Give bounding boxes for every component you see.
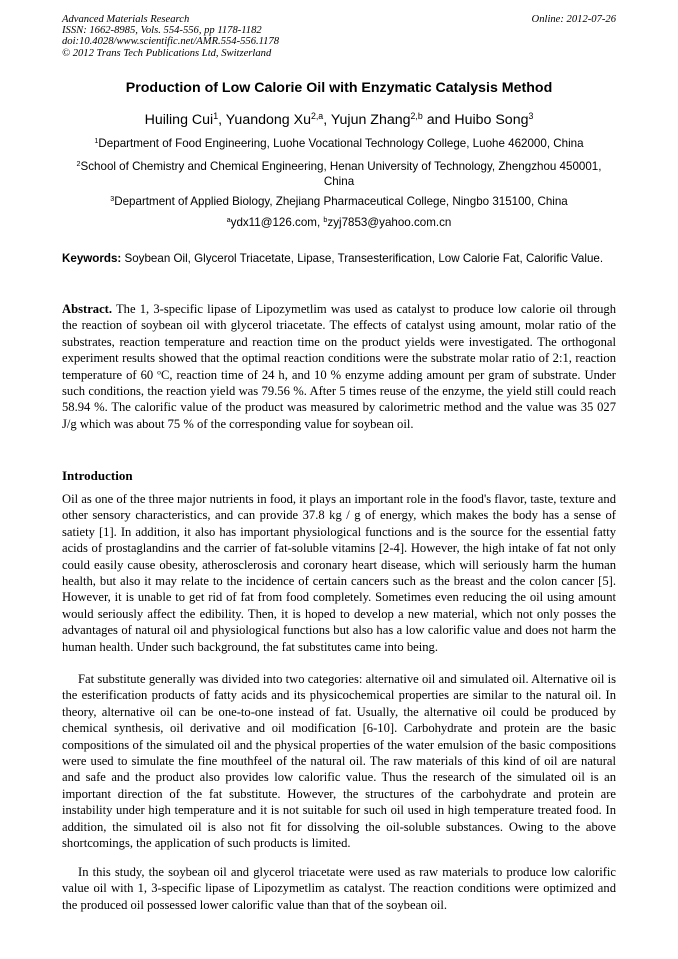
- affiliation-3: [62, 195, 616, 210]
- degree-superscript: o: [157, 367, 161, 377]
- affiliation-marker: 1: [94, 136, 99, 146]
- affiliation-2: [62, 160, 616, 190]
- keywords-block: [62, 252, 616, 267]
- introduction-heading: Introduction: [62, 468, 133, 483]
- abstract-paragraph: [62, 301, 616, 432]
- abstract-label: Abstract.: [62, 302, 113, 316]
- journal-name: Advanced Materials Research: [62, 14, 190, 25]
- author-list: [62, 112, 616, 128]
- paper-title: Production of Low Calorie Oil with Enzymatic Catalysis Method: [125, 80, 553, 96]
- copyright-line: © 2012 Trans Tech Publications Ltd, Switzerland: [62, 47, 272, 59]
- email-marker: b: [323, 215, 328, 225]
- abstract-text-continued: C, reaction time of 24 h, and 10 % enzyme adding amount per gram of substrate. Under such conditions, the reaction yield was 79.56 %. After 5 times reuse of the enzyme, the yield still could reach 58.94 %. The calorific value of the product was measured by calorimetric method and the value was 35 027 J/g which was about 75 % of the corresponding value for soybean oil.: [62, 367, 616, 431]
- affiliation-text: Department of Food Engineering, Luohe Vocational Technology College, Luohe 462000, China: [98, 137, 584, 150]
- author-conjunction: and: [422, 112, 455, 128]
- author-name: Yuandong Xu: [225, 112, 311, 128]
- issn-line: ISSN: 1662-8985, Vols. 554-556, pp 1178-1182: [62, 25, 262, 37]
- intro-paragraph-1: Oil as one of the three major nutrients in food, it plays an important role in the food's flavor, taste, texture and other sensory characteristics, and can provide 37.8 kg / g of energy, which makes the body has a sense of satiety [1]. In addition, it also has important physiological functions and is the source for the essential fatty acids of prostaglandins and the carrier of fat-soluble vitamins [2-4]. However, the high intake of fat not only could easily cause obesity, atherosclerosis and coronary heart disease, which will seriously harm the human health, but also it may relate to the incidence of certain cancers such as the breast and the colon cancer [5]. However, it is unable to get rid of fat from food completely. Sometimes even reducing the oil using amount would seriously affect the edibility. Then, it is hoped to develop a new material, which not only posses the advantages of natural oil and physiological functions but also has a low calorific value and does not harm the human health. Under such background, the fat substitutes came into being.: [62, 492, 616, 654]
- author-superscript: 2,a: [310, 111, 324, 122]
- online-date: Online: 2012-07-26: [531, 14, 616, 25]
- author-superscript: 3: [528, 111, 534, 122]
- email-address: ydx11@126.com: [230, 216, 317, 229]
- keywords-text: Soybean Oil, Glycerol Triacetate, Lipase, Transesterification, Low Calorie Fat, Calorific Value.: [121, 252, 604, 265]
- author-separator: ,: [218, 112, 226, 128]
- affiliation-marker: 3: [110, 194, 115, 204]
- email-address: zyj7853@yahoo.com.cn: [327, 216, 452, 229]
- author-superscript: 2,b: [410, 111, 423, 122]
- author-name: Yujun Zhang: [330, 112, 411, 128]
- affiliation-text: Department of Applied Biology, Zhejiang Pharmaceutical College, Ningbo 315100, China: [114, 195, 568, 208]
- journal-header: [62, 14, 616, 59]
- author-superscript: 1: [213, 111, 219, 122]
- author-name: Huiling Cui: [144, 112, 214, 128]
- author-separator: ,: [323, 112, 331, 128]
- intro-paragraph-2: Fat substitute generally was divided into two categories: alternative oil and simulated oil. Alternative oil is the esterification products of fatty acids and its physicochemical properties are similar to the natural oil. In theory, alternative oil can be one-to-one instead of fat. Usually, the alternative oil could be produced by chemical synthesis, oil derivative and oil modification [6-10]. Carbohydrate and protein are the basic compositions of the simulated oil and the physical properties of the water emulsion of the basic compositions were used to simulate the fine mouthfeel of the natural oil. The raw materials of this kind of oil are natural and safe and the product also provides low calorific value. Thus the research of the simulated oil is an important direction of the fat substitute. However, the structures of the carbohydrate and protein are instability under high temperature and it is not suitable for such oil used in high temperature treated food. In addition, the simulated oil is also not fit for dissolving the oil-soluble substances. Owing to the above shortcomings, the application of such products is limited.: [62, 672, 616, 851]
- doi-line: doi:10.4028/www.scientific.net/AMR.554-556.1178: [62, 36, 280, 48]
- intro-paragraph-3: In this study, the soybean oil and glycerol triacetate were used as raw materials to produce low calorific value oil with 1, 3-specific lipase of Lipozymetlim as catalyst. The reaction conditions were optimized and the produced oil possessed lower calorific value than that of the soybean oil.: [62, 865, 616, 912]
- author-name: Huibo Song: [454, 112, 529, 128]
- affiliation-text: School of Chemistry and Chemical Engineering, Henan University of Technology, Zhengzhou 450001, China: [80, 160, 602, 188]
- affiliation-marker: 2: [76, 159, 81, 169]
- affiliation-1: [62, 137, 616, 152]
- email-separator: ,: [316, 216, 324, 229]
- abstract-text: The 1, 3-specific lipase of Lipozymetlim was used as catalyst to produce low calorie oil through the reaction of soybean oil with glycerol triacetate. The effects of catalyst using amount, molar ratio of the substrates, reaction temperature and reaction time on the product yields were investigated. The orthogonal experiment results showed that the optimal reaction conditions were the substrate molar ratio of 2:1, reaction temperature of 60: [62, 302, 616, 382]
- keywords-label: Keywords:: [62, 252, 122, 265]
- author-emails: [62, 216, 616, 229]
- email-marker: a: [226, 215, 231, 225]
